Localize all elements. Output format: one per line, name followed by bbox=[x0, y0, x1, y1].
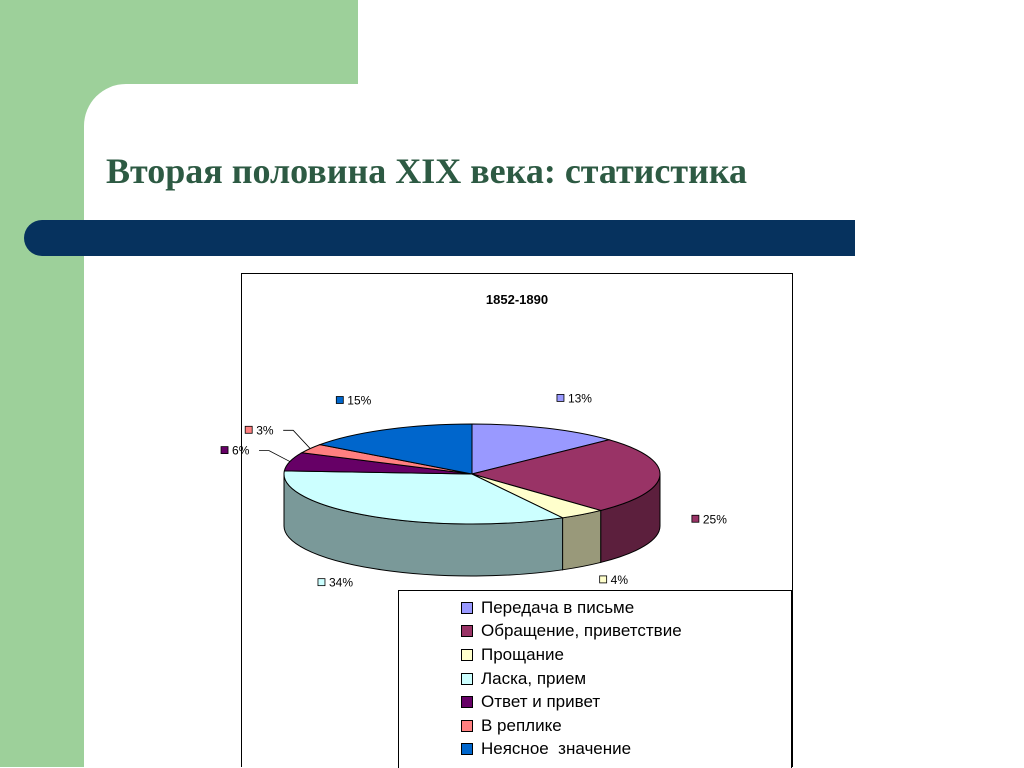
data-label-marker bbox=[245, 426, 252, 433]
data-label: 4% bbox=[610, 572, 629, 587]
data-label-marker bbox=[692, 515, 699, 522]
legend-item bbox=[461, 667, 791, 691]
legend-label: Ласка, прием bbox=[481, 668, 587, 688]
legend-swatch bbox=[461, 743, 473, 755]
legend-label: Неясное значение bbox=[481, 739, 632, 759]
data-label-marker bbox=[600, 576, 607, 583]
data-label-marker bbox=[336, 397, 343, 404]
data-label-marker bbox=[557, 394, 564, 401]
legend-item bbox=[461, 643, 791, 667]
data-label: 34% bbox=[328, 575, 354, 590]
legend-item bbox=[461, 738, 791, 762]
data-label-group bbox=[600, 573, 629, 587]
data-label-group bbox=[336, 394, 371, 408]
data-label-group bbox=[318, 576, 353, 590]
legend-swatch bbox=[461, 720, 473, 732]
legend-swatch bbox=[461, 602, 473, 614]
legend-item bbox=[461, 714, 791, 738]
legend-label: В реплике bbox=[481, 715, 562, 735]
legend-item bbox=[461, 596, 791, 620]
legend-label: Передача в письме bbox=[481, 597, 635, 617]
data-label-group bbox=[245, 423, 274, 437]
legend-item bbox=[461, 690, 791, 714]
legend-swatch bbox=[461, 696, 473, 708]
data-label: 13% bbox=[567, 391, 592, 406]
data-label-marker bbox=[318, 579, 325, 586]
data-label: 6% bbox=[232, 443, 250, 458]
data-label-group bbox=[692, 512, 727, 526]
data-label: 15% bbox=[347, 393, 372, 408]
legend-label: Обращение, приветствие bbox=[481, 621, 682, 641]
title-underline-bar bbox=[24, 220, 855, 256]
legend-swatch bbox=[461, 625, 473, 637]
chart-legend bbox=[398, 590, 792, 768]
legend-item bbox=[461, 620, 791, 644]
data-label-group bbox=[557, 391, 592, 405]
pie-slice-side bbox=[563, 510, 601, 569]
data-label: 3% bbox=[256, 423, 274, 438]
data-label: 25% bbox=[702, 512, 727, 527]
data-label-marker bbox=[221, 447, 228, 454]
chart-title: 1852-1890 bbox=[485, 292, 549, 307]
page-title: Вторая половина XIX века: статистика bbox=[106, 151, 748, 191]
legend-label: Ответ и привет bbox=[481, 692, 601, 712]
chart-frame bbox=[232, 273, 793, 767]
legend-swatch bbox=[461, 649, 473, 661]
leader-line bbox=[259, 451, 290, 462]
leader-line bbox=[283, 430, 310, 448]
legend-swatch bbox=[461, 673, 473, 685]
legend-label: Прощание bbox=[481, 644, 564, 664]
